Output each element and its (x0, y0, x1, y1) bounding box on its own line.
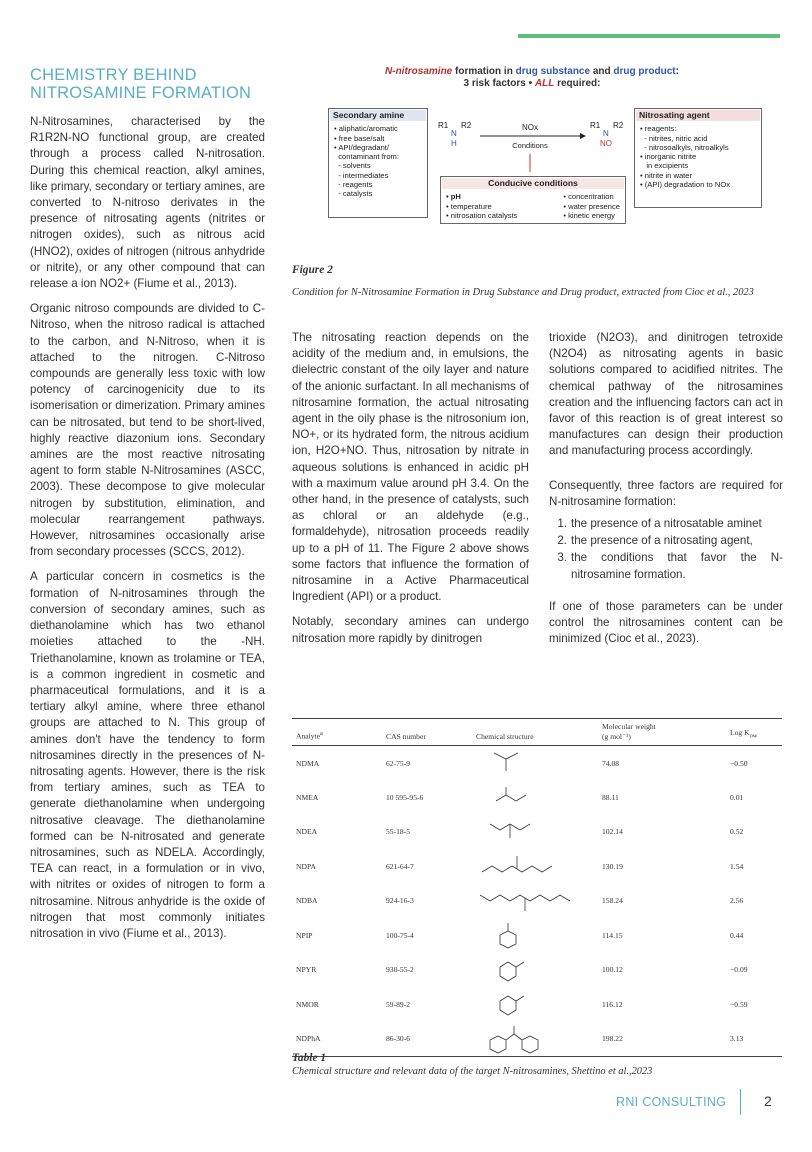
cell-mw: 114.15 (602, 930, 623, 940)
secondary-amine-item: - solvents (334, 161, 371, 171)
cell-cas: 100-75-4 (386, 930, 414, 940)
cell-structure (472, 918, 598, 953)
cell-mw: 158.24 (602, 896, 623, 906)
nmea-structure-icon (476, 781, 556, 813)
table-row (292, 849, 782, 884)
ndpa-structure-icon (476, 850, 566, 882)
figure-title-drug-product: drug product (613, 66, 676, 77)
header-analyte-sup: a (320, 729, 323, 737)
nitrosamines-table (292, 718, 782, 1057)
cell-logk: 0.44 (730, 930, 744, 940)
product-n: N (603, 129, 609, 138)
cell-cas: 10 595-95-6 (386, 792, 424, 802)
ndma-structure-icon (476, 747, 556, 779)
cell-cas: 924-16-3 (386, 896, 414, 906)
table-row (292, 918, 782, 953)
page-number: 2 (764, 1093, 772, 1109)
header-mw-line2: (g mol⁻¹) (602, 731, 631, 741)
reactant-r2: R2 (461, 121, 472, 130)
cell-cas: 59-89-2 (386, 999, 411, 1009)
left-column (30, 66, 265, 951)
nitrosating-agent-item: • (API) degradation to NOx (640, 180, 731, 190)
footer-brand: RNI CONSULTING (616, 1095, 727, 1109)
factor-number: 1. (557, 517, 567, 531)
figure-subtitle-risk: 3 risk factors • (463, 78, 535, 89)
paragraph-nitrosamines-intro: N-Nitrosamines, characterised by the R1R2N-NO functional group, are created through a process called N-nitrosation. During this chemical reaction, alkyl amines, like primary, secondary or tertiary amines, are converted to N-nitroso derivates in the presence of nitrosating agents (nitrites or nitrogen oxides), such as nitrous acid (HNO2), oxides of nitrogen (nitrous anhydride or nitrite), or any other compound that can release a ion NO2+ (Fiume et al., 2013). (30, 115, 265, 291)
figure-title-nitrosamine: N-nitrosamine (385, 66, 453, 77)
figure-label: Figure 2 (292, 264, 333, 276)
footer-divider (740, 1089, 741, 1115)
paragraph-nitroso-compounds: Organic nitroso compounds are divided to C-Nitroso, when the nitroso radical is attached to the carbon, and N-Nitroso, when it is attached to the nitrogen. C-Nitroso compounds are generally less toxic with low potency of carcinogenicity due to its isomerisation or dimerization. Primary amines can be nitrosated, but tend to be short-lived, highly reactive diazonium ions. Secondary amines are the most reactive nitrosating agent to form stable N-Nitrosamines (ASCC, 2003). These decompose to give molecular nitrogen by substitution, elimination, and molecular rearrangement pathways. However, nitrosamines occasionally arise from secondary processes (SCCS, 2012). (30, 302, 265, 559)
condition-item: • concentration (563, 192, 614, 202)
product-r1: R1 (590, 121, 601, 130)
figure-title-colon: : (675, 66, 679, 77)
right-column (549, 330, 783, 656)
paragraph-cosmetics-concern: A particular concern in cosmetics is the formation of N-nitrosamines through the conversion of secondary amines, such as diethanolamine which has two ethanol moieties attached to the -NH. Triethanolamine, known as trolamine or TEA, is a common ingredient in cosmetic and pharmaceutical formulations, and it is a tertiary alkyl amine, where three ethanol groups are attached to N. This group of amines don't have the tendency to form nitrosamines directly in the presences of N-nitrosating agents. However, there is the risk from tertiary amines, such as TEA to generate diethanolamine when undergoing nitrosative cleavage. The diethanolamine formed can be N-nitrosated and generate nitrosamines, such as NDELA. Accordingly, TEA can react, in a formulation or in vivo, with nitrites or oxides of nitrogen to form a nitrosamine. Nitrous anhydride is the oxide of nitrogen that most commonly initiates nitrosation in vivo (Fiume et al., 2013). (30, 570, 265, 940)
conditions-left-list (446, 192, 517, 220)
figure-title-and: and (590, 66, 614, 77)
cell-analyte: NMEA (296, 792, 319, 802)
header-logk-sub: ow (749, 732, 758, 740)
header-cas: CAS number (382, 719, 472, 746)
cell-analyte: NMOR (296, 999, 319, 1009)
cell-mw: 102.14 (602, 827, 623, 837)
table-header-row (292, 719, 782, 746)
table (292, 718, 782, 1057)
ndpha-structure-icon (476, 1022, 566, 1056)
npip-structure-icon (476, 919, 556, 951)
cell-cas: 55-18-5 (386, 827, 411, 837)
cell-analyte: NPYR (296, 965, 317, 975)
table-row (292, 987, 782, 1022)
condition-item: • nitrosation catalysts (446, 210, 518, 220)
cell-logk: 0.52 (730, 827, 744, 837)
cell-mw: 100.12 (602, 965, 623, 975)
cell-structure (472, 849, 598, 884)
npyr-structure-icon (476, 954, 556, 986)
paragraph-nitrosating-reaction: The nitrosating reaction depends on the acidity of the medium and, in emulsions, the dielectric constant of the oily layer and nature of the anionic surfactant. In all mechanisms of nitrosamine formation, the actual nitrosating agent in the oily phase is the nitrosonium ion, NO+, or its hydrated form, the nitrous acidium ion, H2O+NO. Thus, nitrosation by nitrate in aqueous solutions is enhanced in acidic pH with a maximum value around pH 3.4. On the other hand, in the presence of catalysts, such as chloral or an aldehyde (e.g., formaldehyde), nitrosation proceeds readily up to a pH of 11. The Figure 2 above shows some factors that influence the formation of nitrosamine in a Active Pharmaceutical Ingredient (API) or a product. (292, 331, 529, 604)
secondary-amine-item: • API/degradant/ (334, 142, 390, 152)
factor-number: 2. (557, 534, 567, 548)
secondary-amine-item: contaminant from: (334, 152, 399, 162)
ndba-structure-icon (476, 885, 586, 917)
condition-item: • pH (446, 192, 461, 202)
cell-logk: 1.54 (730, 861, 744, 871)
cell-cas: 930-55-2 (386, 965, 414, 975)
nitrosating-agent-item: - nitrites, nitric acid (640, 133, 708, 143)
cell-mw: 198.22 (598, 1022, 726, 1057)
table-row (292, 884, 782, 919)
figure-title (292, 66, 772, 78)
secondary-amine-item: - catalysts (334, 189, 373, 199)
figure-2-diagram (292, 66, 772, 254)
cell-cas: 86-30-6 (382, 1022, 472, 1057)
cell-analyte: NDPhA (292, 1022, 382, 1057)
reaction-scheme (432, 112, 632, 172)
cell-structure (472, 884, 598, 919)
secondary-amine-item: - intermediates (334, 170, 389, 180)
cell-analyte: NDEA (296, 827, 318, 837)
cell-mw: 116.12 (602, 999, 623, 1009)
section-title: CHEMISTRY BEHIND NITROSAMINE FORMATION (30, 66, 252, 102)
nitrosating-agent-box (634, 108, 762, 208)
conducive-conditions-box (440, 176, 626, 224)
figure-title-drug-substance: drug substance (515, 66, 591, 77)
cell-structure (472, 746, 598, 781)
condition-item: • kinetic energy (563, 210, 615, 220)
factor-item (549, 533, 783, 549)
paragraph-secondary-amines: Notably, secondary amines can undergo nitrosation more rapidly by dinitrogen (292, 615, 529, 645)
cell-structure (472, 1022, 598, 1057)
paragraph-dinitrogen: trioxide (N2O3), and dinitrogen tetroxide (N2O4) as nitrosating agents in basic solutions compared to acidified nitrites. The chemical pathway of the nitrosamines creation and the influencing factors can act in favor of this reaction is of great interest so manufactures can design their production and manufacturing process accordingly. (549, 331, 783, 458)
condition-item: • temperature (446, 201, 492, 211)
reactant-h: H (451, 139, 457, 148)
header-analyte-text: Analyte (296, 731, 321, 741)
conducive-conditions-header: Conducive conditions (442, 178, 624, 189)
cell-logk: 2.56 (730, 896, 744, 906)
figure-title-text: formation in (452, 66, 516, 77)
header-logk-text: Log K (730, 727, 750, 737)
secondary-amine-item: • aliphatic/aromatic (334, 124, 398, 134)
reagent-nox: NOx (522, 123, 538, 132)
factors-list (549, 516, 783, 583)
table-label: Table 1 (292, 1052, 327, 1064)
figure-caption: Condition for N-Nitrosamine Formation in Drug Substance and Drug product, extracted from Cioc et al., 2023 (292, 287, 754, 298)
secondary-amine-box (328, 108, 428, 218)
reactant-n: N (451, 129, 457, 138)
reaction-conditions: Conditions (512, 141, 548, 150)
nitrosating-agent-item: • reagents: (640, 124, 677, 134)
factor-item (549, 550, 783, 582)
figure-subtitle-required: required: (554, 78, 601, 89)
table-caption: Chemical structure and relevant data of the target N-nitrosamines, Shettino et al.,2023 (292, 1066, 653, 1077)
table-row (292, 780, 782, 815)
cell-logk: 0.01 (730, 792, 744, 802)
cell-analyte: NPIP (296, 930, 313, 940)
product-no: NO (600, 139, 612, 148)
nitrosating-agent-item: • inorganic nitrite (640, 152, 697, 162)
factor-text: the conditions that favor the N-nitrosamine formation. (571, 551, 783, 581)
header-accent-rule (518, 34, 780, 38)
header-logk (726, 719, 782, 746)
cell-mw: 130.19 (602, 861, 623, 871)
ndea-structure-icon (476, 816, 556, 848)
cell-analyte: NDBA (296, 896, 318, 906)
header-analyte (292, 719, 382, 746)
secondary-amine-item: • free base/salt (334, 133, 385, 143)
figure-subtitle-all: ALL (534, 78, 555, 89)
factor-text: the presence of a nitrosating agent, (571, 534, 753, 548)
condition-item: • water presence (563, 201, 620, 211)
header-structure: Chemical structure (472, 719, 598, 746)
cell-analyte: NDPA (296, 861, 316, 871)
nitrosating-agent-item: in excipients (640, 161, 689, 171)
cell-cas: 621-64-7 (386, 861, 414, 871)
cell-logk: 3.13 (726, 1022, 782, 1057)
cell-structure (472, 987, 598, 1022)
nitrosating-agent-header: Nitrosating agent (636, 110, 760, 121)
paragraph-three-factors: Consequently, three factors are required for N-nitrosamine formation: (549, 478, 783, 508)
product-r2: R2 (613, 121, 624, 130)
conditions-right-list (563, 192, 620, 220)
nitrosating-agent-item: - nitrosoalkyls, nitroalkyls (640, 142, 729, 152)
cell-logk: −0.50 (730, 758, 748, 768)
table-row (292, 746, 782, 781)
reactant-r1: R1 (438, 121, 449, 130)
paragraph-parameters-control: If one of those parameters can be under control the nitrosamines content can be minimized (Cioc et al., 2023). (549, 599, 783, 646)
nitrosating-agent-item: • nitrite in water (640, 170, 693, 180)
cell-structure (472, 953, 598, 988)
cell-cas: 62-75-9 (386, 758, 411, 768)
header-molecular-weight (598, 719, 726, 746)
factor-text: the presence of a nitrosatable aminet (571, 517, 762, 531)
figure-subtitle (292, 78, 772, 90)
factor-item (549, 516, 783, 532)
cell-analyte: NDMA (296, 758, 320, 768)
table-row (292, 953, 782, 988)
conducive-conditions-grid (446, 192, 620, 220)
cell-structure (472, 780, 598, 815)
cell-mw: 88.11 (602, 792, 619, 802)
secondary-amine-header: Secondary amine (330, 110, 426, 121)
header-mw-line1: Molecular weight (602, 722, 656, 731)
table-row (292, 1022, 782, 1057)
nmor-structure-icon (476, 988, 556, 1020)
cell-mw: 74.08 (602, 758, 620, 768)
cell-logk: −0.09 (730, 965, 748, 975)
reaction-arrow-head (580, 133, 586, 139)
factor-number: 3. (557, 551, 567, 565)
secondary-amine-item: - reagents (334, 180, 373, 190)
cell-logk: −0.59 (730, 999, 748, 1009)
middle-column (292, 330, 529, 656)
cell-structure (472, 815, 598, 850)
table-row (292, 815, 782, 850)
